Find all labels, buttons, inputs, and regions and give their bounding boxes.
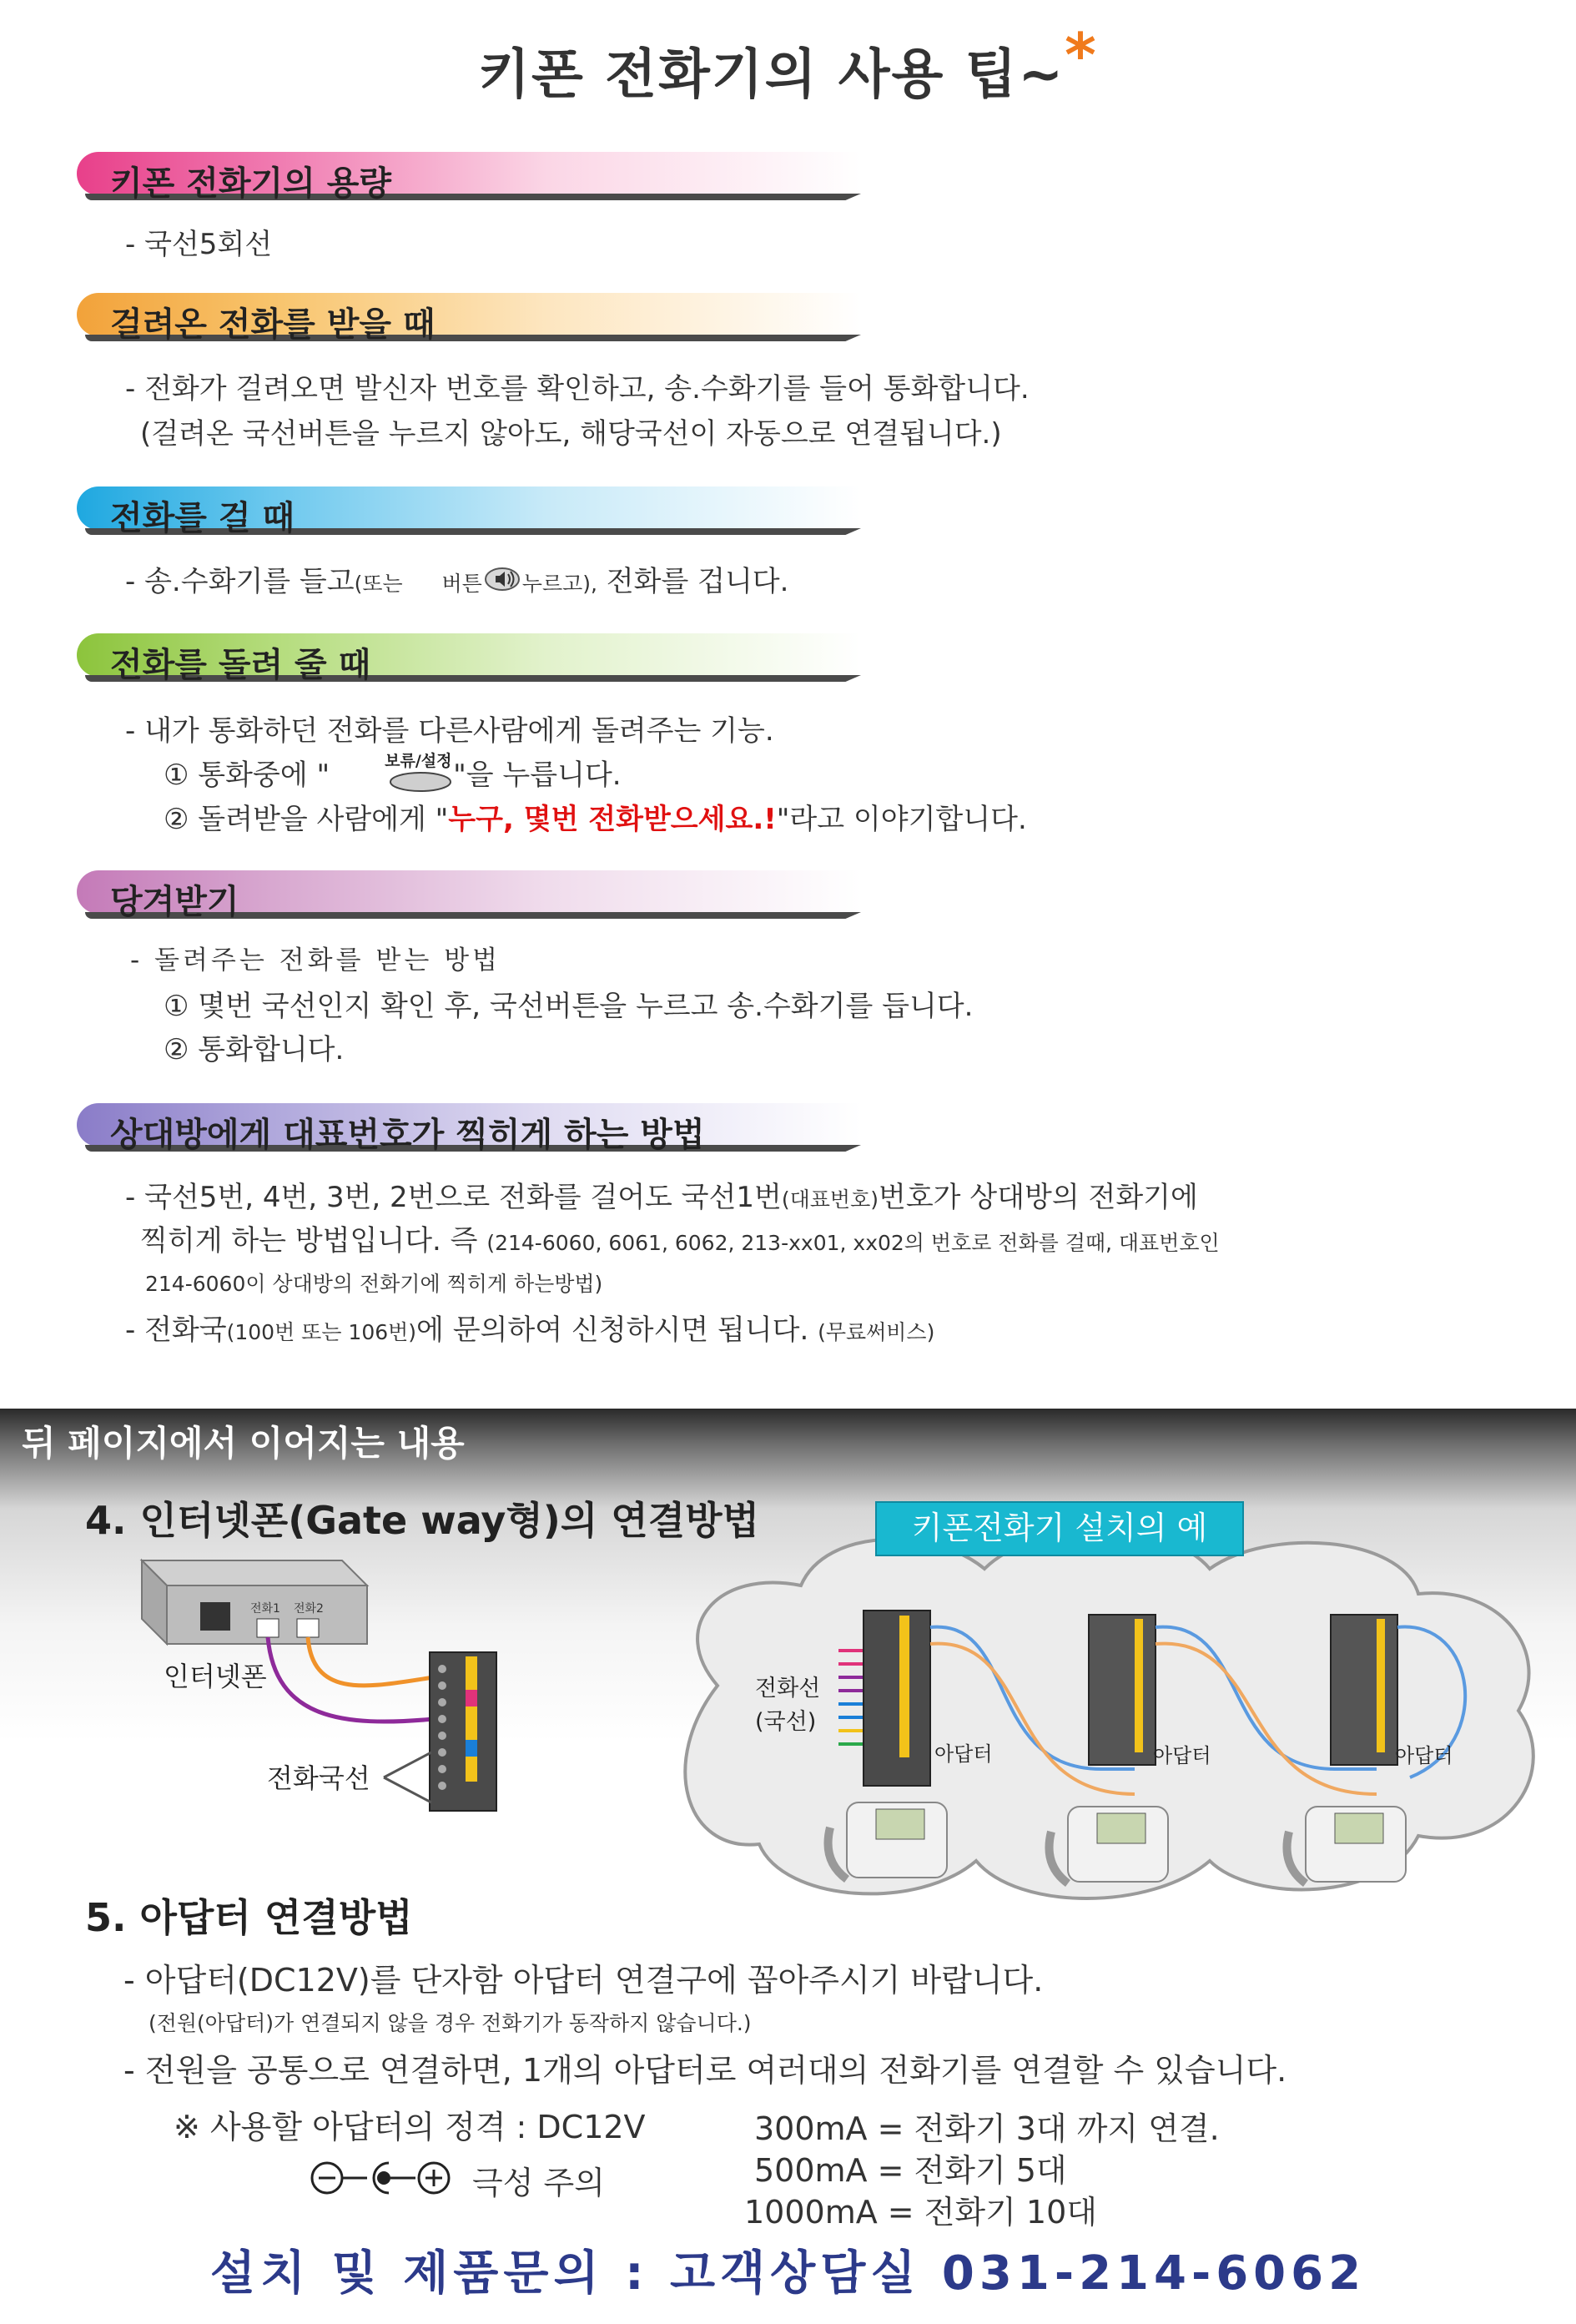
- adapter-heading: 5. 아답터 연결방법: [85, 1895, 413, 1940]
- continued-banner-title: 뒤 페이지에서 이어지는 내용: [22, 1423, 465, 1464]
- port1-label: 전화1: [250, 1602, 280, 1616]
- section-label: 상대방에게 대표번호가 찍히게 하는 방법: [110, 1116, 705, 1154]
- internet-phone-label: 인터넷폰: [164, 1661, 267, 1692]
- pickup-text-1: - 돌려주는 전화를 받는 방법: [130, 945, 501, 975]
- rep-text-1c: 번호가 상대방의 전화기에: [878, 1181, 1198, 1214]
- rep-text-1: [125, 1174, 1198, 1215]
- transfer-text-3: [164, 796, 1027, 837]
- transfer-text-2: [164, 752, 622, 793]
- gateway-device: [142, 1560, 367, 1644]
- terminal-block-3: [1331, 1615, 1397, 1765]
- hold-button-icon: [385, 751, 453, 792]
- page-title: [0, 20, 1576, 108]
- rep-text-2: [140, 1217, 1220, 1258]
- adapter-rating: ※ 사용할 아답터의 정격 : DC12V: [174, 2109, 646, 2145]
- transfer-text-2b: "을 누릅니다.: [453, 759, 622, 792]
- outgoing-text-d: 누르고),: [521, 572, 597, 596]
- capacity-text: - 국선5회선: [125, 228, 273, 261]
- rep-text-4d: (무료써비스): [818, 1320, 935, 1344]
- section-label: 당겨받기: [110, 883, 239, 921]
- speaker-button-icon: [484, 566, 521, 600]
- transfer-text-3b: "라고 이야기합니다.: [776, 803, 1027, 836]
- incoming-text-2: (걸려온 국선버튼을 누르지 않아도, 해당국선이 자동으로 연결됩니다.): [140, 417, 1002, 451]
- rep-text-4: [125, 1307, 934, 1348]
- rep-text-1b: (대표번호): [781, 1187, 879, 1212]
- terminal-block: [430, 1652, 496, 1811]
- outgoing-text-a: - 송.수화기를 들고: [125, 565, 355, 598]
- port2-label: 전화2: [294, 1602, 324, 1616]
- install-example-title: 키폰전화기 설치의 예: [911, 1510, 1208, 1546]
- internet-phone-diagram: [133, 1552, 534, 1836]
- adapter-text-3: - 전원을 공통으로 연결하면, 1개의 아답터로 여러대의 전화기를 연결할 수 있습니다.: [123, 2052, 1287, 2089]
- rep-text-2a: 찍히게 하는 방법입니다. 즉: [140, 1224, 478, 1258]
- install-example-diagram: [667, 1494, 1560, 1919]
- adapter-spec-3: 1000mA = 전화기 10대: [744, 2194, 1097, 2231]
- terminal-block-1: [864, 1611, 930, 1786]
- adapter-text-2: (전원(아답터)가 연결되지 않을 경우 전화기가 동작하지 않습니다.): [149, 2011, 752, 2035]
- adapter-text-1: - 아답터(DC12V)를 단자함 아답터 연결구에 꼽아주시기 바랍니다.: [123, 1962, 1044, 1999]
- section-header-pickup: [77, 870, 861, 920]
- section-header-outgoing: [77, 486, 861, 537]
- rep-text-3: 214-6060이 상대방의 전화기에 찍히게 하는방법): [145, 1272, 603, 1296]
- line-label-2: (국선): [755, 1709, 817, 1735]
- section-header-transfer: [77, 633, 861, 683]
- page-title-text: 키폰 전화기의 사용 팁~: [478, 44, 1065, 106]
- section-label: 전화를 돌려 줄 때: [110, 646, 371, 684]
- transfer-text-3-red: 누구, 몇번 전화받으세요.!: [448, 803, 777, 836]
- outgoing-text-e: 전화를 겁니다.: [606, 565, 789, 598]
- outgoing-text-b: (또는: [354, 572, 403, 596]
- section-header-incoming: [77, 293, 861, 343]
- internet-phone-heading: 4. 인터넷폰(Gate way형)의 연결방법: [85, 1498, 760, 1543]
- incoming-text-1: - 전화가 걸려오면 발신자 번호를 확인하고, 송.수화기를 들어 통화합니다.: [125, 372, 1030, 406]
- trunk-label: 전화국선: [267, 1762, 370, 1794]
- contact-footer: 설치 및 제품문의 : 고객상담실 031-214-6062: [209, 2246, 1367, 2301]
- title-star: *: [1065, 20, 1098, 90]
- hold-button-label: 보류/설정: [385, 751, 452, 770]
- outgoing-text-c: 버튼: [441, 572, 482, 596]
- adapter-spec-1: 300mA = 전화기 3대 까지 연결.: [754, 2110, 1220, 2147]
- transfer-text-3a: ② 돌려받을 사람에게 ": [164, 803, 449, 836]
- rep-text-1a: - 국선5번, 4번, 3번, 2번으로 전화를 걸어도 국선1번: [125, 1181, 782, 1214]
- transfer-text-2a: ① 통화중에 ": [164, 759, 330, 792]
- pickup-text-3: ② 통화합니다.: [164, 1033, 345, 1066]
- adapter-label-3: 아답터: [1395, 1744, 1453, 1767]
- section-header-capacity: [77, 152, 861, 202]
- rep-text-4c: 에 문의하여 신청하시면 됩니다.: [416, 1313, 809, 1347]
- line-label-1: 전화선: [755, 1676, 821, 1701]
- adapter-label-1: 아답터: [934, 1742, 993, 1766]
- polarity-label: 극성 주의: [472, 2165, 605, 2201]
- section-header-rep-number: [77, 1103, 861, 1153]
- adapter-label-2: 아답터: [1153, 1744, 1211, 1767]
- terminal-block-2: [1089, 1615, 1156, 1765]
- polarity-symbol-icon: [309, 2153, 459, 2206]
- rep-text-4b: (100번 또는 106번): [226, 1320, 417, 1344]
- transfer-text-1: - 내가 통화하던 전화를 다른사람에게 돌려주는 기능.: [125, 714, 774, 748]
- section-label: 키폰 전화기의 용량: [110, 164, 391, 203]
- outgoing-text: [125, 558, 788, 600]
- adapter-spec-2: 500mA = 전화기 5대: [754, 2152, 1067, 2189]
- section-label: 전화를 걸 때: [110, 499, 295, 537]
- section-label: 걸려온 전화를 받을 때: [110, 305, 436, 344]
- rep-text-4a: - 전화국: [125, 1313, 227, 1347]
- rep-text-2b: (214-6060, 6061, 6062, 213-xx01, xx02의 번호로 전화를 걸때, 대표번호인: [486, 1231, 1220, 1255]
- pickup-text-2: ① 몇번 국선인지 확인 후, 국선버튼을 누르고 송.수화기를 듭니다.: [164, 990, 974, 1023]
